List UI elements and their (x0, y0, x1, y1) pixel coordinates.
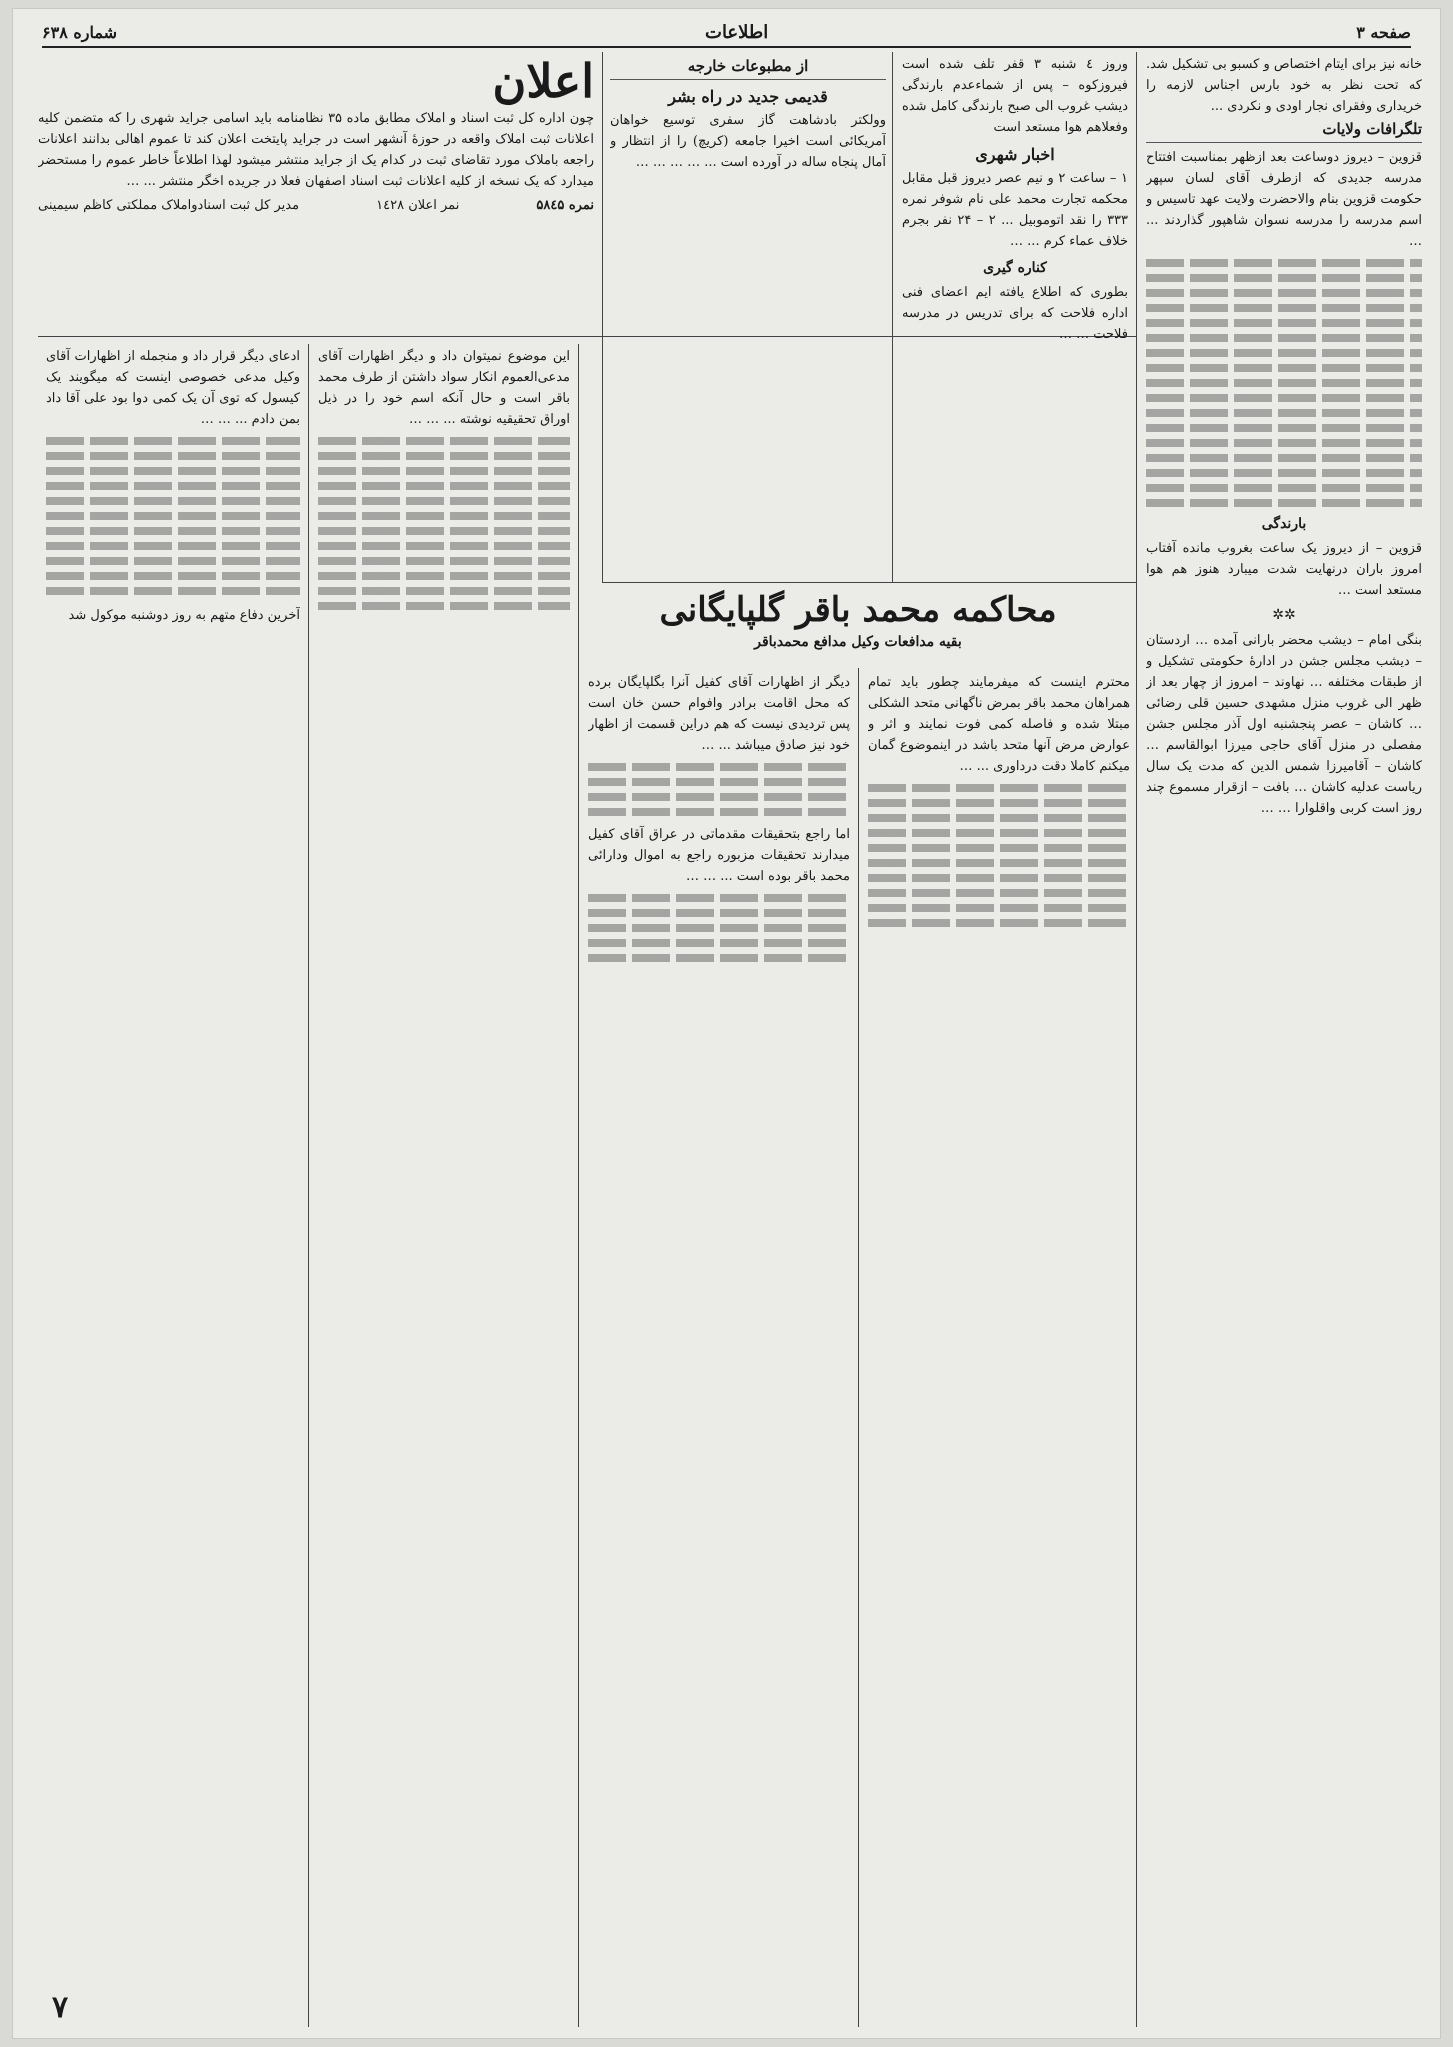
right-column (1146, 54, 1422, 2026)
trial-subtitle: بقیه مدافعات وکیل مدافع محمدباقر (754, 634, 962, 650)
column-rule (578, 344, 579, 2027)
trial-column-2 (588, 672, 850, 2026)
foreign-press-column (610, 54, 886, 334)
illegible-line (1146, 304, 1422, 312)
illegible-line (868, 814, 1130, 822)
illegible-line (868, 829, 1130, 837)
column-rule (602, 52, 603, 582)
notice-title: اعلان (492, 54, 594, 108)
trial-column-3 (318, 346, 570, 2026)
telegram-text-2: بنگی امام – دیشب محضر بارانی آمده … اردستان – دیشب مجلس جشن در ادارۀ حکومتی تشکیل و از طبقات مختلفه … نهاوند – امروز از چهار بعد از ظهر الی غروب منزل مشهدی حسین قلی رضائی … کاشان – عصر پنجشنبه اول آذر مجلس جشن مفصلی در منزل آقای حاجی میرزا ابوالقاسم … کاشان – آقامیرزا شمس الدین که مدت یک سال ریاست عدلیه کاشان … بافت – ازقرار مسموع چند روز است کربی واقلوارا … … (1146, 633, 1422, 816)
illegible-line (318, 572, 570, 580)
illegible-line (1146, 499, 1422, 507)
illegible-line (318, 602, 570, 610)
notice-block (38, 54, 594, 334)
trial-column-1 (868, 672, 1130, 2026)
illegible-line (1146, 439, 1422, 447)
illegible-line (46, 467, 300, 475)
illegible-line (318, 587, 570, 595)
news-intro: وروز ٤ شنبه ۳ قفر تلف شده است فیروزکوه – پس از شماءعدم بارندگی دیشب غروب الی صبح بارندگی کامل شده وفعلاهم هوا مستعد است (902, 57, 1128, 135)
illegible-line (588, 939, 850, 947)
notice-footer (38, 198, 594, 213)
trial-headline (588, 588, 1128, 666)
issue-label: شماره ۶۳۸ (42, 22, 117, 42)
column-rule (858, 668, 859, 2027)
illegible-line (1146, 289, 1422, 297)
illegible-line (588, 924, 850, 932)
illegible-line (868, 844, 1130, 852)
illegible-line (46, 572, 300, 580)
masthead (42, 18, 1411, 48)
illegible-line (1146, 454, 1422, 462)
trial-paragraph: اما راجع بتحقیقات مقدماتی در عراق آقای کفیل میدارند تحقیقات مزبوره راجع به اموال ودارائی محمد باقر بوده است ... … … (588, 827, 850, 884)
section-rule (602, 582, 1136, 583)
notice-signature: مدیر کل ثبت اسنادواملاک مملکتی کاظم سیمینی (38, 198, 300, 213)
trial-paragraph: ادعای دیگر قرار داد و منجمله از اظهارات آقای وکیل مدعی خصوصی اینست که میگویند یک کیسول که توی آن یک کمی دوا بود علی آقا داد بمن دادم ... … … (46, 349, 300, 427)
column-rule (308, 344, 309, 2027)
illegible-line (588, 894, 850, 902)
illegible-line (46, 542, 300, 550)
illegible-line (868, 799, 1130, 807)
illegible-line (588, 778, 850, 786)
illegible-line (868, 919, 1130, 927)
illegible-line (318, 527, 570, 535)
illegible-line (1146, 469, 1422, 477)
illegible-line (46, 497, 300, 505)
illegible-line (868, 859, 1130, 867)
illegible-line (868, 874, 1130, 882)
city-news-title: اخبار شهری (975, 145, 1055, 164)
star-separator-icon: ✲✲ (1272, 607, 1296, 623)
illegible-line (588, 793, 850, 801)
illegible-line (1146, 409, 1422, 417)
page-number: ۷ (52, 1990, 69, 2025)
illegible-line (46, 437, 300, 445)
city-news-column (902, 54, 1128, 578)
notice-issue: نمر اعلان ۱٤۲۸ (376, 198, 460, 213)
illegible-line (46, 512, 300, 520)
illegible-line (588, 763, 850, 771)
foreign-article-title: قدیمی جدید در راه بشر (668, 87, 828, 106)
trial-paragraph: این موضوع نمیتوان داد و دیگر اظهارات آقای مدعی‌العموم انکار سواد داشتن از طرف محمد باقر است و حال آنکه اسم خود را در ذیل اوراق تحقیقیه نوشته ... … … (318, 349, 570, 427)
intro-text: خانه نیز برای ایتام اختصاص و کسبو بی تشکیل شد. که تحت نظر به خود بارس اجناس لازمه را خریداری وفقرای نجار اودی و نکردی ... (1146, 57, 1422, 114)
notice-text: چون اداره کل ثبت اسناد و املاک مطابق ماده ۳۵ نظامنامه باید اسامی جراید شهری را که متضمن کلیه اعلانات ثبت املاک واقعه در حوزۀ آنشهر است در جراید پایتخت اعلان کند تا عموم اهالی بدانند اعلانات راجعه باملاک مورد تقاضای ثبت در کدام یک از جراید منتشر میشود لهذا اطلاعاً خاطر عموم را مستحضر میدارد که یک نسخه از کلیه اعلانات ثبت اسناد اصفهان فعلا در جریده اخگر منتشر ... … (38, 111, 594, 189)
illegible-line (318, 452, 570, 460)
illegible-line (1146, 364, 1422, 372)
resignation-title: کناره گیری (983, 260, 1047, 276)
illegible-line (318, 542, 570, 550)
illegible-line (588, 954, 850, 962)
illegible-line (46, 482, 300, 490)
notice-number: نمره ۵۸٤۵ (536, 198, 594, 213)
trial-paragraph: محترم اینست که میفرمایند چطور باید تمام همراهان محمد باقر بمرض ناگهانی متحد الشکلی مبتلا شده و فاصله کمی فوت نمایند و اثر و عوارض مرض آنها متحد باشد در اینموضوع گمان میکنم کاملا دقت درداوری ... … (868, 675, 1130, 774)
illegible-line (318, 557, 570, 565)
trial-paragraph: دیگر از اظهارات آقای کفیل آنرا بگلپایگان برده که محل اقامت برادر وافوام حسن خان است پس تردیدی نیست که هم دراین قسمت از اظهار خود نیز صادق میباشد ... … (588, 675, 850, 753)
paper-name: اطلاعات (705, 21, 769, 43)
illegible-line (1146, 259, 1422, 267)
city-news-text: ۱ – ساعت ۲ و نیم عصر دیروز قبل مقابل محکمه تجارت محمد علی نام شوفر نمره ۳۳۳ را نقد اتوموبیل ... ۲ – ۲۴ نفر بجرم خلاف عماء کرم ... … (902, 171, 1128, 249)
telegram-text: قزوین – دیروز دوساعت بعد ازظهر بمناسبت افتتاح مدرسه جدیدی که ازطرف آقای لسان سپهر حکومت قزوین بنام والاحضرت ولایت عهد تاسیس و اسم مدرسه را مدرسه نسوان شاهپور گذاردند ... … (1146, 150, 1422, 249)
illegible-line (868, 904, 1130, 912)
illegible-line (46, 557, 300, 565)
illegible-line (318, 512, 570, 520)
illegible-line (1146, 319, 1422, 327)
illegible-line (1146, 394, 1422, 402)
telegrams-title: تلگرافات ولایات (1146, 119, 1422, 143)
illegible-line (1146, 349, 1422, 357)
illegible-line (868, 889, 1130, 897)
illegible-line (868, 784, 1130, 792)
illegible-line (318, 437, 570, 445)
foreign-article-text: وولکتر بادشاهت گاز سفری توسیع خواهان آمریکائی است اخیرا جامعه (کریچ) را از انتظار و آمال پنجاه ساله در آورده است ... … … … … (610, 113, 886, 170)
illegible-line (46, 587, 300, 595)
illegible-line (588, 808, 850, 816)
newspaper-page (12, 8, 1441, 2039)
illegible-line (1146, 379, 1422, 387)
weather-title: بارندگی (1261, 516, 1307, 532)
illegible-line (46, 527, 300, 535)
illegible-line (1146, 484, 1422, 492)
illegible-line (588, 909, 850, 917)
column-rule (892, 52, 893, 582)
illegible-line (318, 482, 570, 490)
trial-column-4 (46, 346, 300, 1966)
illegible-line (318, 467, 570, 475)
illegible-line (1146, 334, 1422, 342)
resignation-text: بطوری که اطلاع یافته ایم اعضای فنی اداره فلاحت که برای تدریس در مدرسه فلاحت … … (902, 285, 1128, 342)
page-label: صفحه ۳ (1356, 22, 1411, 42)
trial-closing: آخرین دفاع متهم به روز دوشنبه موکول شد (68, 608, 300, 623)
illegible-line (46, 452, 300, 460)
foreign-press-header: از مطبوعات خارجه (610, 56, 886, 80)
illegible-line (318, 497, 570, 505)
trial-title: محاکمه محمد باقر گلپایگانی (659, 590, 1057, 630)
illegible-line (1146, 274, 1422, 282)
weather-text: قزوین – از دیروز یک ساعت بغروب مانده آفتاب امروز باران درنهایت شدت میبارد هنوز هم هوا مستعد است … (1146, 541, 1422, 598)
column-rule (1136, 52, 1137, 2027)
illegible-line (1146, 424, 1422, 432)
